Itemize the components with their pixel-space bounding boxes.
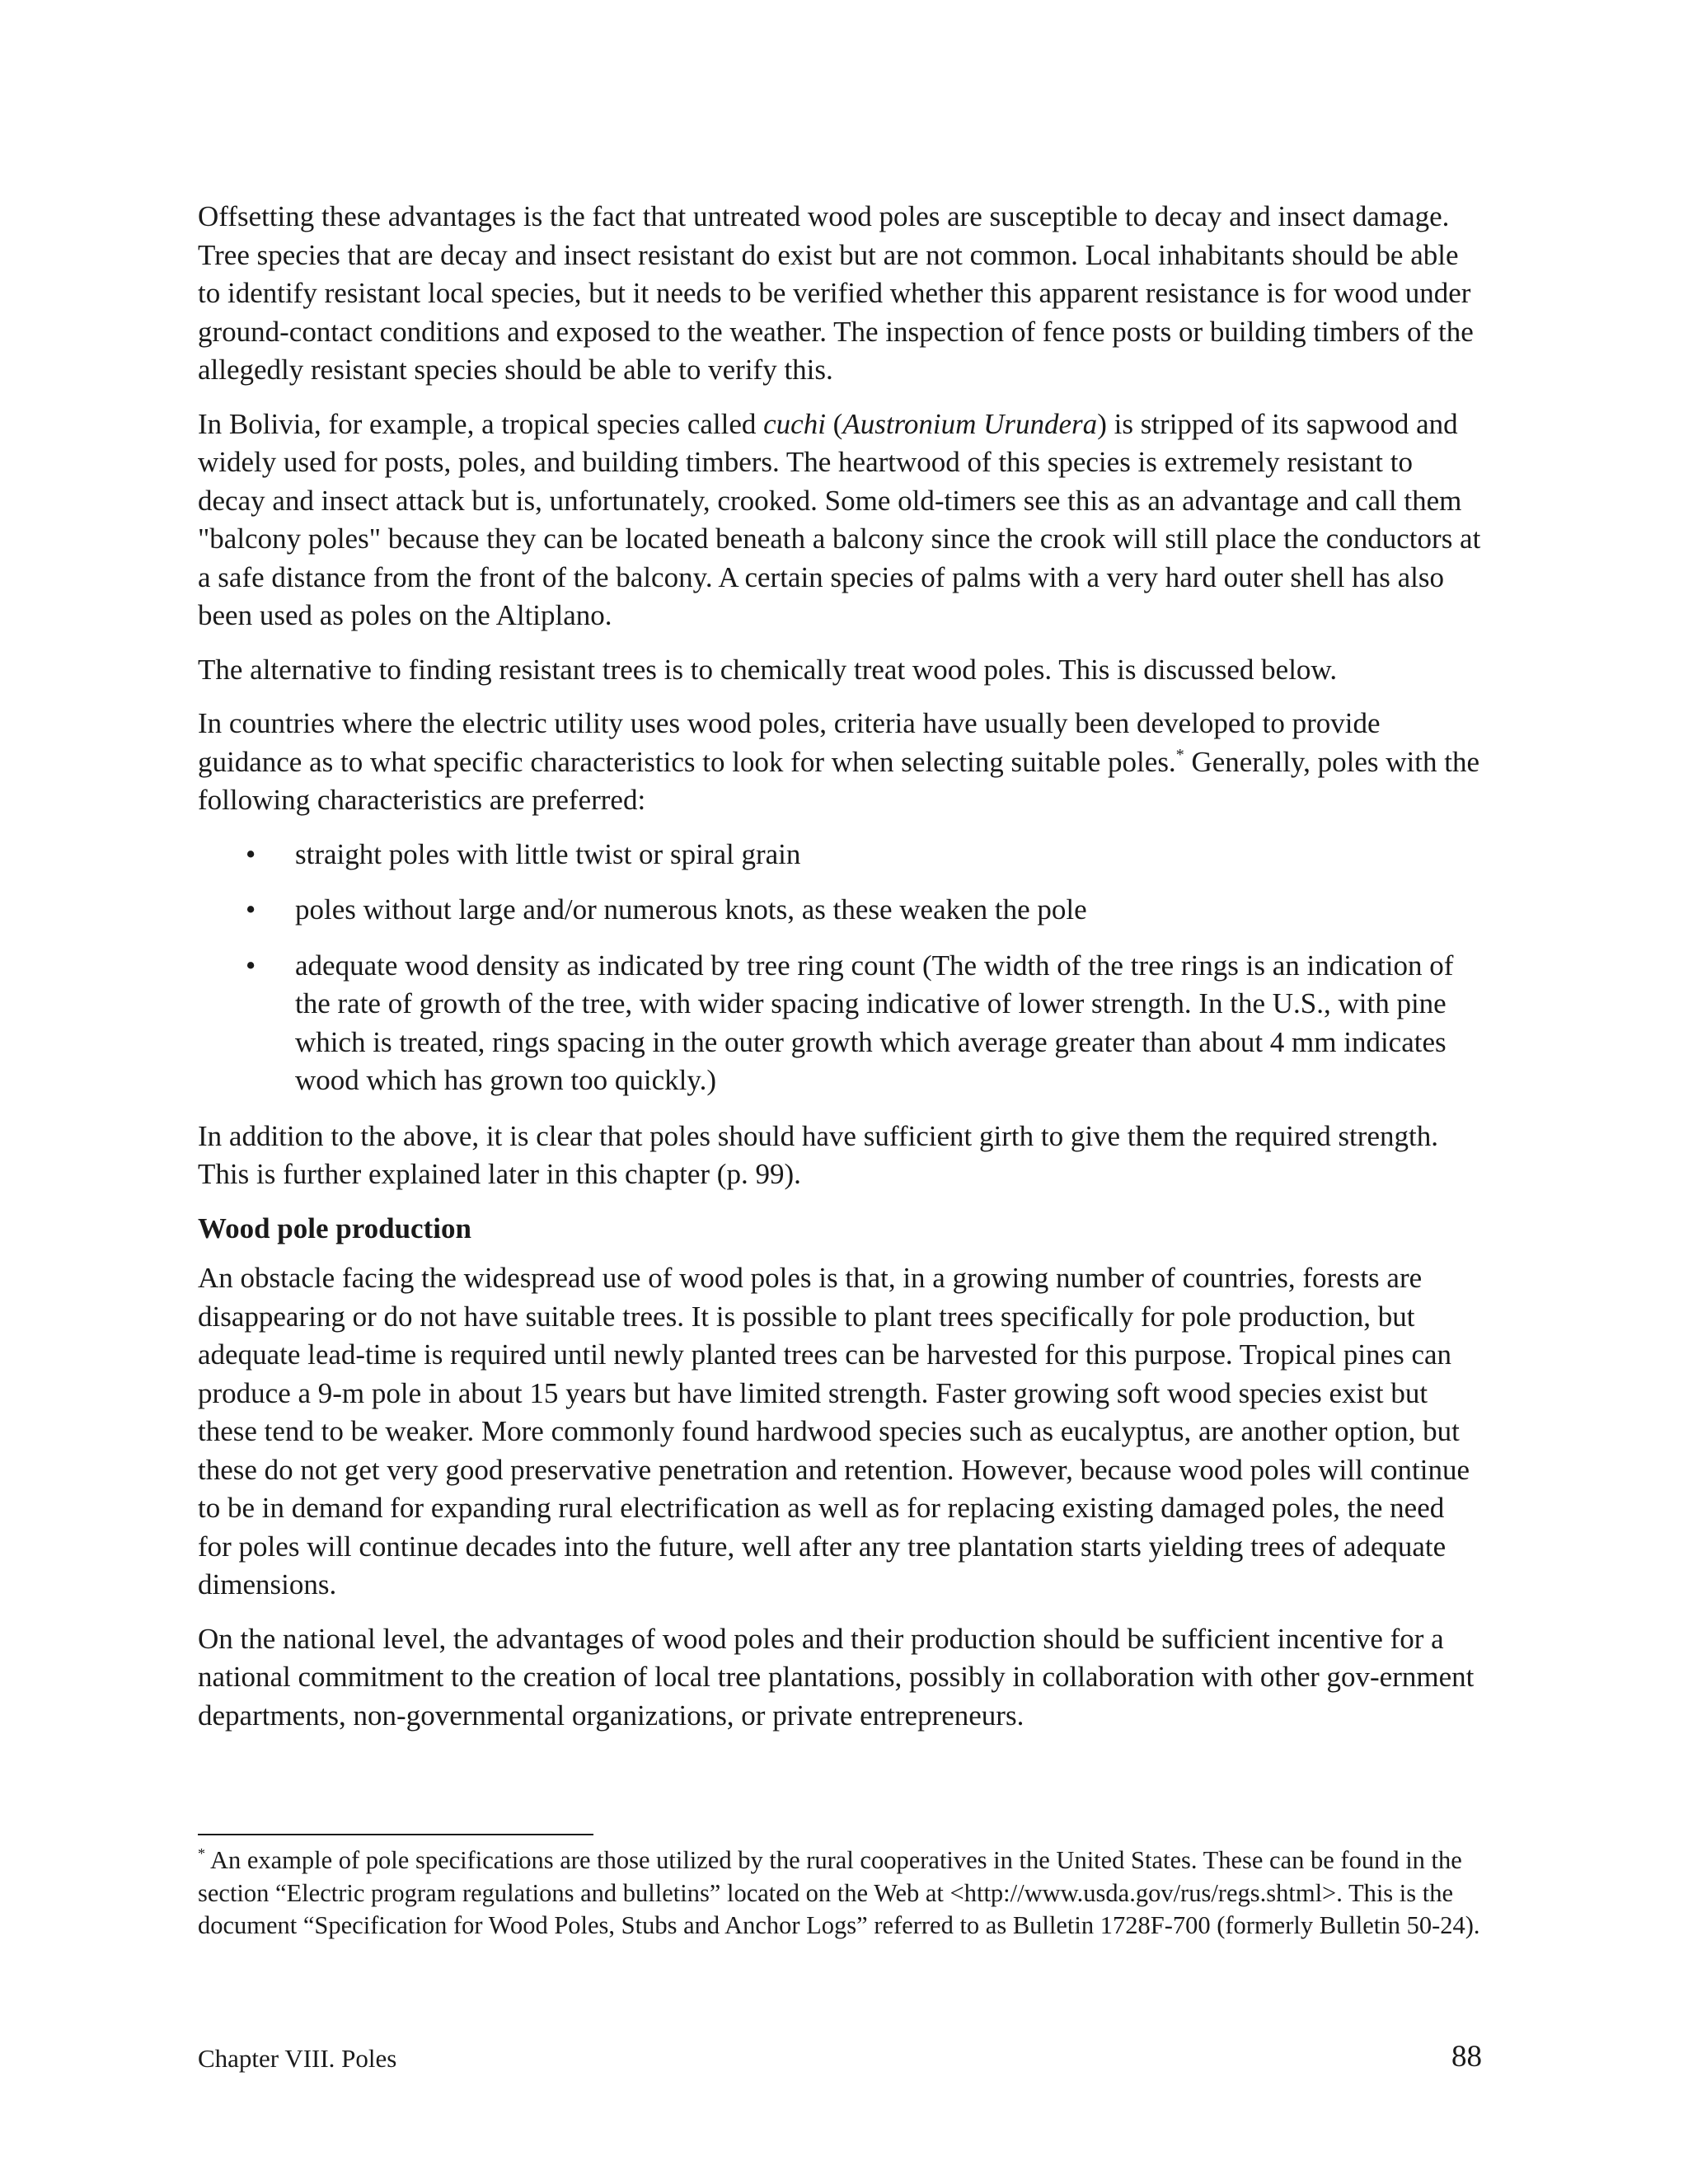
page-body xyxy=(198,198,1484,1750)
species-scientific-name: Austronium Urundera xyxy=(842,407,1098,440)
footnote-reference[interactable]: * xyxy=(1175,745,1184,764)
paragraph-bolivia-example xyxy=(198,405,1484,635)
paragraph-text: ( xyxy=(825,407,843,440)
footnote xyxy=(198,1844,1484,1943)
paragraph-selection-criteria xyxy=(198,705,1484,820)
section-heading: Wood pole production xyxy=(198,1212,471,1244)
footnote-mark: * xyxy=(198,1845,205,1862)
paragraph-text: On the national level, the advantages of wood poles and their production should be sufficient incentive for a national commitment to the creation of local tree plantations, possibly in collaboration with other gov-ernment departments, non-governmental organizations, or private entrepreneurs. xyxy=(198,1622,1475,1732)
footnote-text: An example of pole specifications are those utilized by the rural cooperatives in the United States. These can be found in the section “Electric program regulations and bulletins” located on the Web at <http://www.usda.gov/rus/regs.shtml>. This is the document “Specification for Wood Poles, Stubs and Anchor Logs” referred to as Bulletin 1728F-700 (formerly Bulletin 50-24). xyxy=(198,1846,1480,1939)
paragraph-pole-production xyxy=(198,1259,1484,1605)
list-item xyxy=(198,947,1484,1100)
paragraph-text: An obstacle facing the widespread use of wood poles is that, in a growing number of countries, forests are disappearing or do not have suitable trees. It is possible to plant trees specifically for pole production, but adequate lead-time is required until newly planted trees can be harvested for this purpose. Tropical pines can produce a 9-m pole in about 15 years but have limited strength. Faster growing soft wood species exist but these tend to be weaker. More commonly found hardwood species such as eucalyptus, are another option, but these do not get very good preservative penetration and retention. However, because wood poles will continue to be in demand for expanding rural electrification as well as for replacing existing damaged poles, the need for poles will continue decades into the future, well after any tree plantation starts yielding trees of adequate dimensions. xyxy=(198,1262,1470,1601)
bullet-icon: • xyxy=(246,837,256,870)
paragraph-decay-susceptibility xyxy=(198,198,1484,390)
list-item-text: adequate wood density as indicated by tree ring count (The width of the tree rings is an indication of the rate of growth of the tree, with wider spacing indicative of lower strength. In the U.S., with pine which is treated, rings spacing in the outer growth which average greater than about 4 mm indicates wood which has grown too quickly.) xyxy=(295,949,1454,1096)
paragraph-text: Generally, poles with the following characteristics are preferred: xyxy=(198,745,1480,816)
list-item-text: straight poles with little twist or spiral grain xyxy=(295,837,801,870)
chapter-footer: Chapter VIII. Poles xyxy=(198,2044,397,2073)
paragraph-text: Offsetting these advantages is the fact that untreated wood poles are susceptible to decay and insect damage. Tree species that are decay and insect resistant do exist but are not common. Local inhabitants should be able to identify resistant local species, but it needs to be verified whether this apparent resistance is for wood under ground-contact conditions and exposed to the weather. The inspection of fence posts or building timbers of the allegedly resistant species should be able to verify this. xyxy=(198,200,1474,386)
paragraph-text: In countries where the electric utility uses wood poles, criteria have usually been developed to provide guidance as to what specific characteristics to look for when selecting suitable poles. xyxy=(198,707,1381,778)
paragraph-national-level xyxy=(198,1620,1484,1736)
paragraph-text: In Bolivia, for example, a tropical species called xyxy=(198,407,764,440)
paragraph-text: In addition to the above, it is clear that poles should have sufficient girth to give them the required strength. This is further explained later in this chapter (p. 99). xyxy=(198,1119,1438,1190)
bullet-icon: • xyxy=(246,949,256,982)
paragraph-girth xyxy=(198,1118,1484,1194)
footnote-divider xyxy=(198,1834,593,1835)
species-common-name: cuchi xyxy=(763,407,826,440)
paragraph-text: ) is stripped of its sapwood and widely used for posts, poles, and building timbers. The heartwood of this species is extremely resistant to decay and insect attack but is, unfortunately, crooked. Some old-timers see this as an advantage and call them "balcony poles" because they can be located beneath a balcony since the crook will still place the conductors at a safe distance from the front of the balcony. A certain species of palms with a very hard outer shell has also been used as poles on the Altiplano. xyxy=(198,407,1481,631)
bullet-icon: • xyxy=(246,893,256,926)
list-item xyxy=(198,891,1484,930)
list-item xyxy=(198,836,1484,874)
paragraph-chemical-treatment xyxy=(198,651,1484,690)
list-item-text: poles without large and/or numerous knots, as these weaken the pole xyxy=(295,893,1087,926)
page-number: 88 xyxy=(1451,2040,1482,2074)
characteristics-list xyxy=(198,836,1484,1100)
paragraph-text: The alternative to finding resistant trees is to chemically treat wood poles. This is discussed below. xyxy=(198,653,1338,686)
